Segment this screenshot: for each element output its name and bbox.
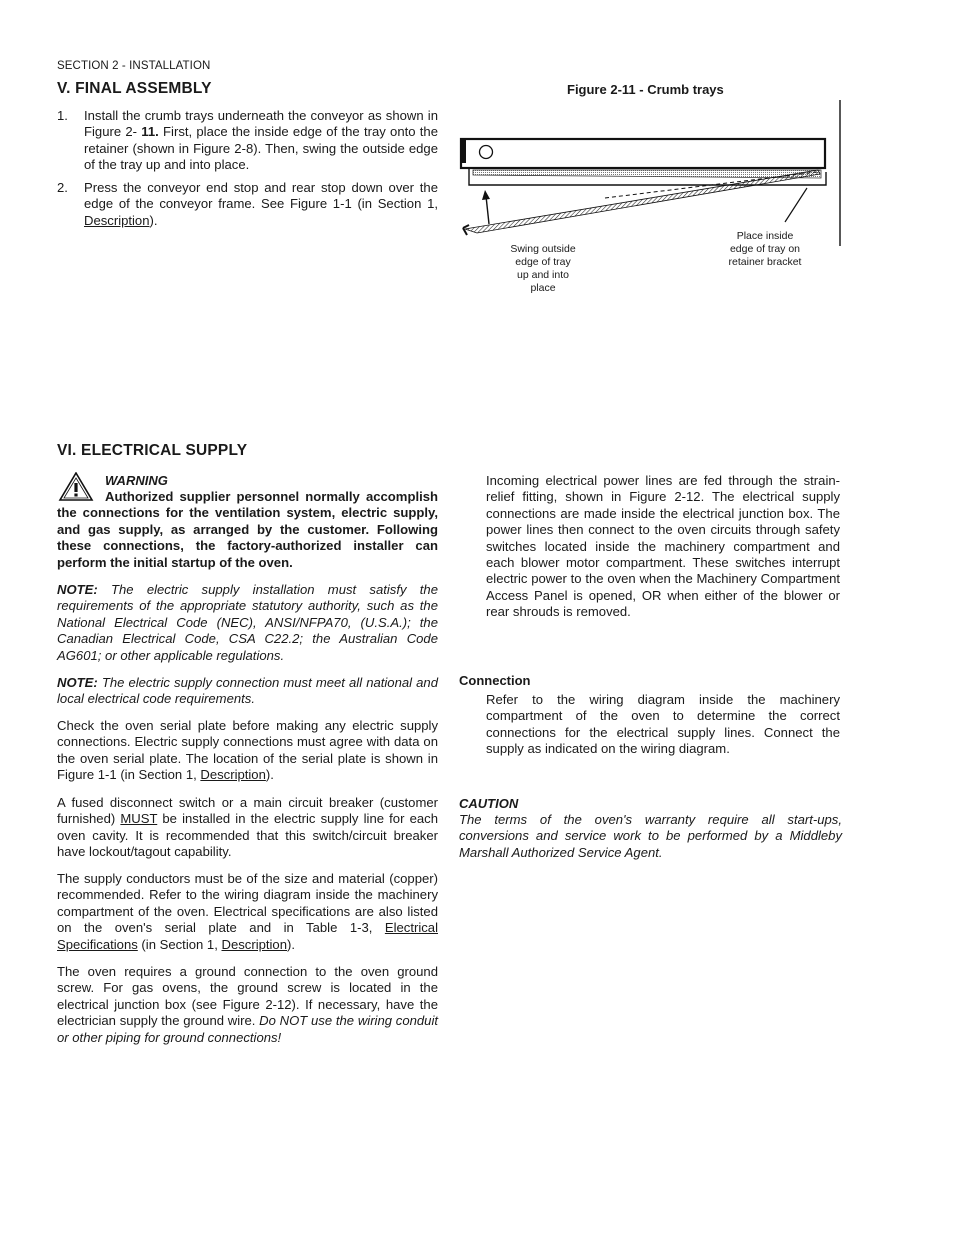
warning-text: Authorized supplier personnel normally accomplish the connections for the ventilation system, electric supply, and gas supply, as arranged by the customer. Following these connections, the factory-authorized installer can perform the initial startup of the oven. [57,489,438,570]
callout-swing-outside: Swing outside edge of tray up and into place [510,243,576,294]
description-link[interactable]: Description [84,212,150,228]
list-item-text: Install the crumb trays underneath the conveyor as shown in Figure 2- 11. First, place the inside edge of the tray onto the retainer (shown in Figure 2-8). Then, swing the outside edge of the tray up and into place. [84,108,438,173]
note-nec: NOTE: The electric supply installation must satisfy the requirements of the appropriate statutory authority, such as the National Electrical Code (NEC), ANSI/NFPA70, (U.S.A.); the Canadian Electrical Code, CSA C22.2; the Australian Code AG601; or other applicable regulations. [57,582,438,663]
up-arrow [486,196,489,224]
description-link[interactable]: Description [200,767,266,783]
list-item-text: Press the conveyor end stop and rear stop down over the edge of the conveyor frame. See Figure 1-1 (in Section 1, Description). [84,180,438,228]
caution-title: CAUTION [459,796,519,811]
caution-text: The terms of the oven's warranty require all start-ups, conversions and service work to be performed by a Middleby Marshall Authorized Service Agent. [459,812,842,860]
para-supply-conductors: The supply conductors must be of the size and material (copper) recommended. Refer to the wiring diagram inside the machinery compartment of the oven. Electrical specifications are also listed on the oven's serial plate and in Table 1-3, Electrical Specifications (in Section 1, Description). [57,871,438,952]
note-codes: NOTE: The electric supply connection must meet all national and local electrical code requirements. [57,675,438,707]
final-assembly-heading: V. FINAL ASSEMBLY [57,80,212,97]
para-serial-plate: Check the oven serial plate before making any electric supply connections. Electric supply connections must agree with data on the oven serial plate. The location of the serial plate is shown in Figure 1-1 (in Section 1, Description). [57,718,438,783]
para-fused-disconnect: A fused disconnect switch or a main circuit breaker (customer furnished) MUST be installed in the electric supply line for each oven cavity. It is recommended that this switch/circuit breaker have lockout/tagout capability. [57,795,438,860]
tray-installed [473,170,821,178]
list-item-number: 2. [57,180,68,195]
connection-text: Refer to the wiring diagram inside the machinery compartment of the oven to determine the correct connections for the electrical supply lines. Connect the supply as indicated on the wiring diagram. [486,692,840,757]
list-item [57,108,438,174]
para-incoming-power: Incoming electrical power lines are fed through the strain-relief fitting, shown in Figure 2-12. The electrical supply connections are made inside the electrical junction box. The power lines then connect to the oven circuits through safety switches located inside the machinery compartment and each blower motor compartment. These switches interrupt electric power to the oven when the Machinery Compartment Access Panel is opened, OR when either of the blower or rear shrouds is removed. [486,473,840,620]
warning-title: WARNING [105,473,168,488]
section-label: SECTION 2 - INSTALLATION [57,60,211,72]
figure-title: Figure 2-11 - Crumb trays [567,82,724,97]
conveyor-frame [461,139,825,168]
list-item-number: 1. [57,108,68,123]
frame-hole [480,146,493,159]
electrical-supply-heading: VI. ELECTRICAL SUPPLY [57,442,248,459]
para-ground: The oven requires a ground connection to the oven ground screw. For gas ovens, the ground screw is located in the electrical junction box (see Figure 2-12). If necessary, have the electrician supply the ground wire. Do NOT use the wiring conduit or other piping for ground connections! [57,964,438,1045]
callout-leader [785,188,807,222]
electrical-specifications-link[interactable]: Electrical Specifications [57,920,438,952]
connection-heading: Connection [459,673,531,688]
tray-swinging [465,170,820,233]
list-item [57,180,438,229]
callout-place-inside: Place inside edge of tray on retainer bracket [728,230,802,268]
description-link[interactable]: Description [221,936,287,952]
